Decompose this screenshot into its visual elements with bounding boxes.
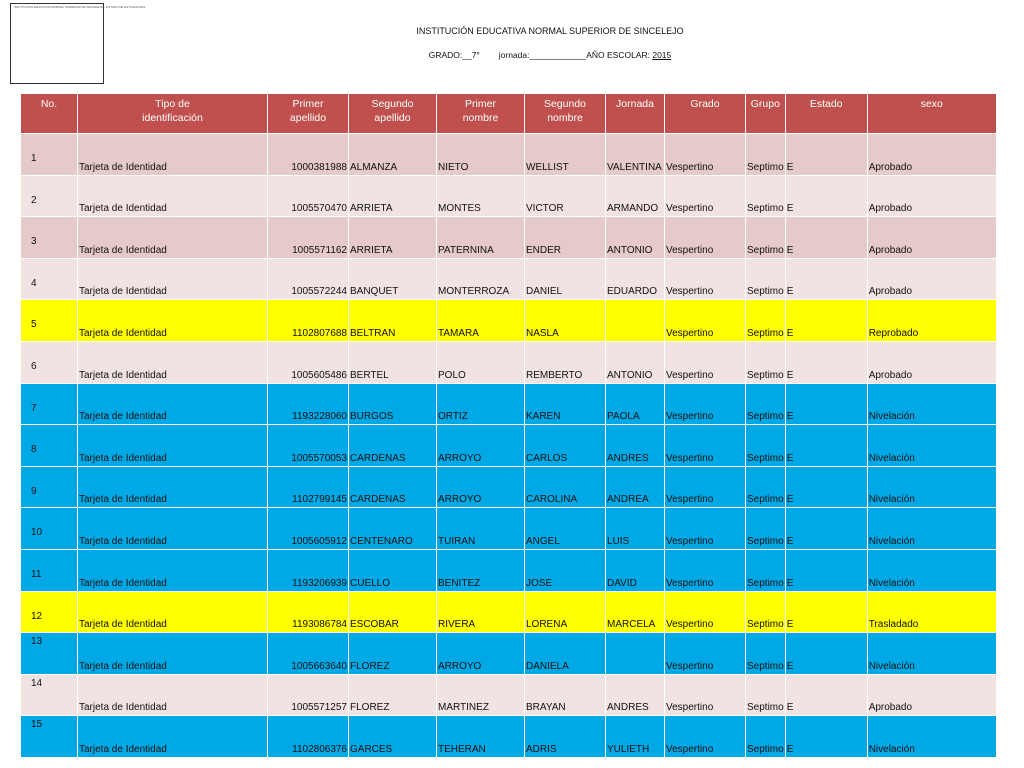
grade-cell: Septimo: [746, 134, 786, 176]
first-name-cell: LORENA: [525, 591, 606, 633]
second-name-cell: EDUARDO: [606, 258, 665, 300]
id-type-cell: Tarjeta de Identidad: [78, 383, 268, 425]
status-cell: Aprobado: [867, 258, 996, 300]
second-surname-cell: MARTINEZ: [437, 674, 525, 716]
shift-cell: Vespertino: [665, 175, 746, 217]
id-number-cell: 1005572244: [268, 258, 349, 300]
second-surname-cell: RIVERA: [437, 591, 525, 633]
first-surname-cell: GARCES: [349, 716, 437, 758]
table-row[interactable]: [21, 341, 997, 383]
shift-cell: Vespertino: [665, 716, 746, 758]
shift-cell: Vespertino: [665, 341, 746, 383]
group-cell: E: [785, 549, 867, 591]
shift-cell: Vespertino: [665, 217, 746, 259]
first-surname-cell: ARRIETA: [349, 175, 437, 217]
column-header[interactable]: Jornada: [606, 94, 665, 134]
row-number: 2: [21, 175, 78, 217]
id-type-cell: Tarjeta de Identidad: [78, 341, 268, 383]
status-cell: Aprobado: [867, 674, 996, 716]
second-surname-cell: ORTIZ: [437, 383, 525, 425]
id-type-cell: Tarjeta de Identidad: [78, 258, 268, 300]
shift-cell: Vespertino: [665, 674, 746, 716]
second-name-cell: MARCELA: [606, 591, 665, 633]
shift-cell: Vespertino: [665, 383, 746, 425]
row-number: 1: [21, 134, 78, 176]
grade-cell: Septimo: [746, 341, 786, 383]
group-cell: E: [785, 716, 867, 758]
id-type-cell: Tarjeta de Identidad: [78, 466, 268, 508]
column-header[interactable]: Estado: [785, 94, 867, 134]
first-name-cell: KAREN: [525, 383, 606, 425]
group-cell: E: [785, 217, 867, 259]
first-surname-cell: CUELLO: [349, 549, 437, 591]
institution-title: INSTITUCIÓN EDUCATIVA NORMAL SUPERIOR DE SINCELEJO: [416, 26, 684, 36]
second-surname-cell: TUIRAN: [437, 508, 525, 550]
id-number-cell: 1193086784: [268, 591, 349, 633]
id-type-cell: Tarjeta de Identidad: [78, 716, 268, 758]
grade-cell: Septimo: [746, 425, 786, 467]
first-surname-cell: ARRIETA: [349, 217, 437, 259]
column-header[interactable]: No.: [21, 94, 78, 134]
row-number: 10: [21, 508, 78, 550]
group-cell: E: [785, 341, 867, 383]
id-number-cell: 1005571162: [268, 217, 349, 259]
first-surname-cell: BURGOS: [349, 383, 437, 425]
table-row[interactable]: [21, 217, 997, 259]
first-name-cell: DANIEL: [525, 258, 606, 300]
status-cell: Aprobado: [867, 175, 996, 217]
grade-cell: Septimo: [746, 508, 786, 550]
grade-cell: Septimo: [746, 217, 786, 259]
row-number: 8: [21, 425, 78, 467]
first-name-cell: CAROLINA: [525, 466, 606, 508]
id-number-cell: 1005571257: [268, 674, 349, 716]
group-cell: E: [785, 258, 867, 300]
group-cell: E: [785, 383, 867, 425]
status-cell: Nivelación: [867, 383, 996, 425]
column-header[interactable]: Tipo de identificación: [78, 94, 268, 134]
first-name-cell: DANIELA: [525, 633, 606, 675]
table-row[interactable]: [21, 549, 997, 591]
column-header[interactable]: Primer nombre: [437, 94, 525, 134]
column-header[interactable]: sexo: [867, 94, 996, 134]
row-number: 4: [21, 258, 78, 300]
status-cell: Aprobado: [867, 341, 996, 383]
grade-cell: Septimo: [746, 258, 786, 300]
id-number-cell: 1102799145: [268, 466, 349, 508]
status-cell: Aprobado: [867, 134, 996, 176]
id-type-cell: Tarjeta de Identidad: [78, 175, 268, 217]
grade-label: GRADO:__7°: [428, 50, 480, 60]
row-number: 15: [21, 716, 78, 758]
row-number: 14: [21, 674, 78, 716]
grade-cell: Septimo: [746, 549, 786, 591]
student-table: [20, 93, 997, 758]
first-surname-cell: CARDENAS: [349, 425, 437, 467]
second-surname-cell: NIETO: [437, 134, 525, 176]
column-header[interactable]: Segundo nombre: [525, 94, 606, 134]
group-cell: E: [785, 674, 867, 716]
column-header[interactable]: Primer apellido: [268, 94, 349, 134]
id-type-cell: Tarjeta de Identidad: [78, 300, 268, 342]
status-cell: Nivelación: [867, 633, 996, 675]
status-cell: Nivelación: [867, 716, 996, 758]
second-name-cell: [606, 633, 665, 675]
second-surname-cell: ARROYO: [437, 633, 525, 675]
second-name-cell: LUIS: [606, 508, 665, 550]
id-type-cell: Tarjeta de Identidad: [78, 217, 268, 259]
first-name-cell: ANGEL: [525, 508, 606, 550]
column-header[interactable]: Segundo apellido: [349, 94, 437, 134]
row-number: 5: [21, 300, 78, 342]
grade-line: [330, 50, 770, 60]
id-number-cell: 1193206939: [268, 549, 349, 591]
second-name-cell: ANDRES: [606, 425, 665, 467]
status-cell: Nivelación: [867, 508, 996, 550]
group-cell: E: [785, 591, 867, 633]
row-number: 12: [21, 591, 78, 633]
table-row[interactable]: [21, 508, 997, 550]
second-name-cell: ANTONIO: [606, 217, 665, 259]
shift-cell: Vespertino: [665, 466, 746, 508]
id-type-cell: Tarjeta de Identidad: [78, 425, 268, 467]
second-name-cell: [606, 300, 665, 342]
grade-cell: Septimo: [746, 466, 786, 508]
table-row[interactable]: [21, 300, 997, 342]
grade-cell: Septimo: [746, 300, 786, 342]
second-surname-cell: TEHERAN: [437, 716, 525, 758]
grade-cell: Septimo: [746, 591, 786, 633]
group-cell: E: [785, 175, 867, 217]
first-surname-cell: ESCOBAR: [349, 591, 437, 633]
shift-cell: Vespertino: [665, 258, 746, 300]
second-surname-cell: ARROYO: [437, 466, 525, 508]
row-number: 3: [21, 217, 78, 259]
first-surname-cell: FLOREZ: [349, 674, 437, 716]
group-cell: E: [785, 508, 867, 550]
id-number-cell: 1000381988: [268, 134, 349, 176]
group-cell: E: [785, 466, 867, 508]
second-surname-cell: MONTERROZA: [437, 258, 525, 300]
status-cell: Aprobado: [867, 217, 996, 259]
status-cell: Nivelación: [867, 425, 996, 467]
id-number-cell: 1102807688: [268, 300, 349, 342]
table-row[interactable]: [21, 425, 997, 467]
first-name-cell: ENDER: [525, 217, 606, 259]
status-cell: Nivelación: [867, 466, 996, 508]
first-name-cell: CARLOS: [525, 425, 606, 467]
id-type-cell: Tarjeta de Identidad: [78, 633, 268, 675]
jornada-label: jornada:____________AÑO ESCOLAR:: [498, 50, 650, 60]
id-number-cell: 1193228060: [268, 383, 349, 425]
shift-cell: Vespertino: [665, 425, 746, 467]
second-name-cell: VALENTINA: [606, 134, 665, 176]
table-row[interactable]: [21, 633, 997, 675]
id-number-cell: 1005663640: [268, 633, 349, 675]
first-name-cell: VICTOR: [525, 175, 606, 217]
group-cell: E: [785, 300, 867, 342]
first-name-cell: WELLIST: [525, 134, 606, 176]
logo-fine-print: INSTITUCIÓN EDUCATIVA NORMAL SUPERIOR DE SINCELEJO - LISTADO DE ESTUDIANTES: [14, 5, 146, 9]
shift-cell: Vespertino: [665, 591, 746, 633]
first-name-cell: NASLA: [525, 300, 606, 342]
shift-cell: Vespertino: [665, 300, 746, 342]
group-cell: E: [785, 425, 867, 467]
status-cell: Reprobado: [867, 300, 996, 342]
id-type-cell: Tarjeta de Identidad: [78, 508, 268, 550]
second-surname-cell: PATERNINA: [437, 217, 525, 259]
table-row[interactable]: [21, 716, 997, 758]
second-surname-cell: TAMARA: [437, 300, 525, 342]
column-header[interactable]: Grupo: [746, 94, 786, 134]
table-body: [21, 134, 997, 758]
logo-placeholder: [10, 3, 146, 84]
row-number: 11: [21, 549, 78, 591]
grade-cell: Septimo: [746, 674, 786, 716]
table-row[interactable]: [21, 134, 997, 176]
grade-cell: Septimo: [746, 175, 786, 217]
second-name-cell: YULIETH: [606, 716, 665, 758]
group-cell: E: [785, 633, 867, 675]
table-row[interactable]: [21, 175, 997, 217]
first-name-cell: ADRIS: [525, 716, 606, 758]
first-name-cell: BRAYAN: [525, 674, 606, 716]
second-name-cell: ANDRES: [606, 674, 665, 716]
second-name-cell: PAOLA: [606, 383, 665, 425]
second-surname-cell: BENITEZ: [437, 549, 525, 591]
first-surname-cell: BERTEL: [349, 341, 437, 383]
id-type-cell: Tarjeta de Identidad: [78, 674, 268, 716]
column-header[interactable]: Grado: [665, 94, 746, 134]
table-header-row: [21, 94, 997, 134]
first-surname-cell: BELTRAN: [349, 300, 437, 342]
status-cell: Nivelación: [867, 549, 996, 591]
table-row[interactable]: [21, 258, 997, 300]
id-number-cell: 1005570053: [268, 425, 349, 467]
table-row[interactable]: [21, 591, 997, 633]
grade-cell: Septimo: [746, 383, 786, 425]
row-number: 13: [21, 633, 78, 675]
shift-cell: Vespertino: [665, 633, 746, 675]
row-number: 7: [21, 383, 78, 425]
first-name-cell: REMBERTO: [525, 341, 606, 383]
status-cell: Trasladado: [867, 591, 996, 633]
id-type-cell: Tarjeta de Identidad: [78, 134, 268, 176]
id-number-cell: 1005605912: [268, 508, 349, 550]
second-surname-cell: ARROYO: [437, 425, 525, 467]
grade-cell: Septimo: [746, 716, 786, 758]
id-number-cell: 1005570470: [268, 175, 349, 217]
id-type-cell: Tarjeta de Identidad: [78, 549, 268, 591]
second-surname-cell: POLO: [437, 341, 525, 383]
first-surname-cell: BANQUET: [349, 258, 437, 300]
first-surname-cell: CENTENARO: [349, 508, 437, 550]
group-cell: E: [785, 134, 867, 176]
row-number: 6: [21, 341, 78, 383]
first-surname-cell: CARDENAS: [349, 466, 437, 508]
grade-cell: Septimo: [746, 633, 786, 675]
table-row[interactable]: [21, 466, 997, 508]
first-surname-cell: FLOREZ: [349, 633, 437, 675]
shift-cell: Vespertino: [665, 508, 746, 550]
id-number-cell: 1005605486: [268, 341, 349, 383]
id-number-cell: 1102806376: [268, 716, 349, 758]
second-name-cell: DAVID: [606, 549, 665, 591]
row-number: 9: [21, 466, 78, 508]
second-name-cell: ANTONIO: [606, 341, 665, 383]
shift-cell: Vespertino: [665, 549, 746, 591]
second-name-cell: ARMANDO: [606, 175, 665, 217]
table-row[interactable]: [21, 674, 997, 716]
id-type-cell: Tarjeta de Identidad: [78, 591, 268, 633]
shift-cell: Vespertino: [665, 134, 746, 176]
table-row[interactable]: [21, 383, 997, 425]
school-year: 2015: [652, 50, 672, 60]
first-name-cell: JOSE: [525, 549, 606, 591]
second-name-cell: ANDREA: [606, 466, 665, 508]
first-surname-cell: ALMANZA: [349, 134, 437, 176]
second-surname-cell: MONTES: [437, 175, 525, 217]
